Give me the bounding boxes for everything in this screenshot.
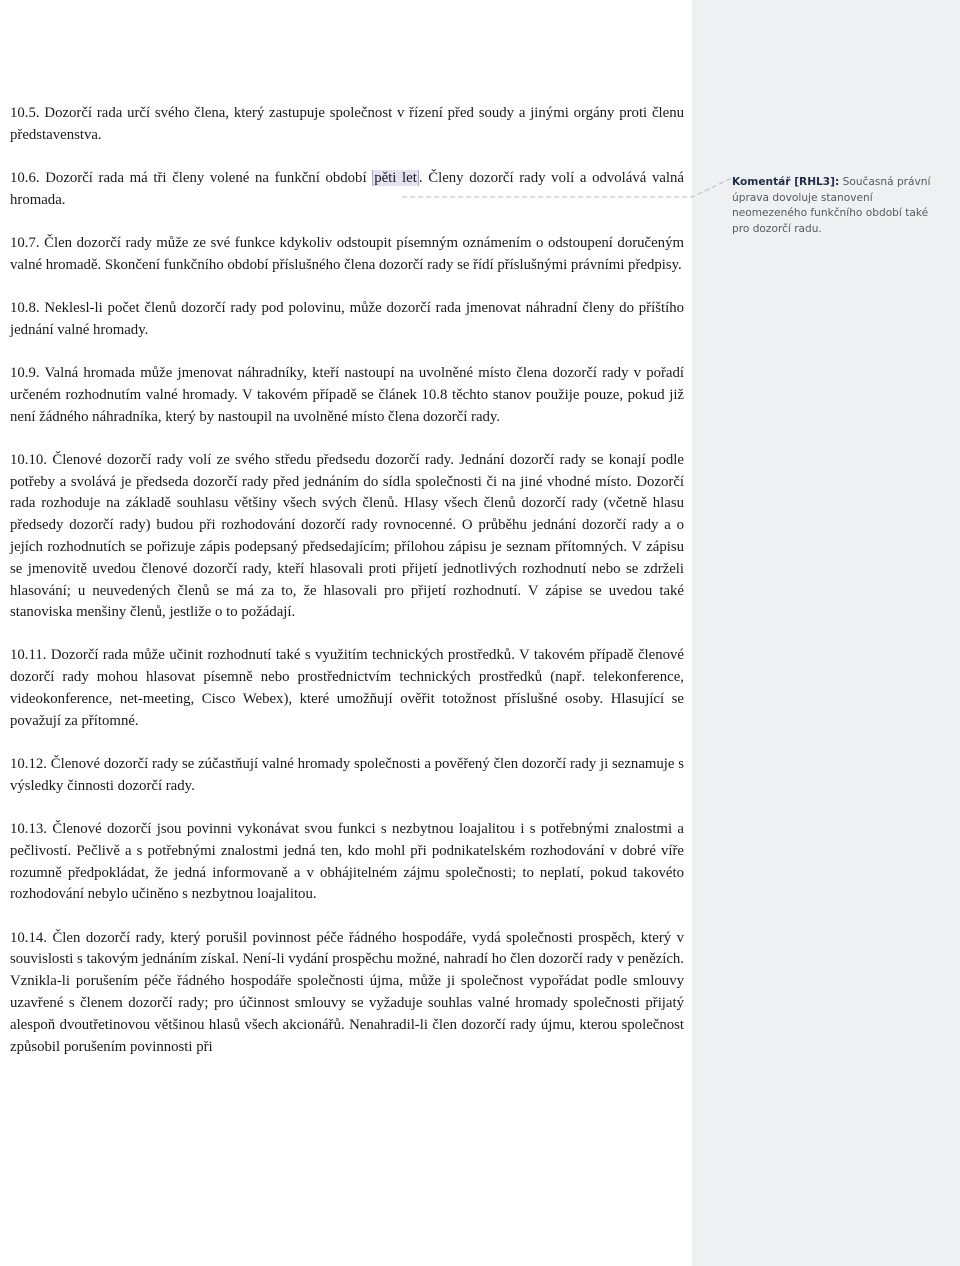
paragraph-10-8: 10.8. Neklesl-li počet členů dozorčí rady pod polovinu, může dozorčí rada jmenovat náhradní členy do příštího jednání valné hromady. (10, 299, 684, 338)
commented-text-highlight[interactable]: pěti let (374, 169, 417, 186)
comment-balloon[interactable] (732, 175, 944, 237)
paragraph-10-10: 10.10. Členové dozorčí rady volí ze svého středu předsedu dozorčí rady. Jednání dozorčí rady se konají podle potřeby a svolává je předseda dozorčí rady před jednáním do sídla společnosti či na jiné vhodné místo. Dozorčí rada rozhoduje na základě souhlasu většiny všech svých členů. Hlasy všech členů dozorčí rady (včetně hlasu předsedy dozorčí rady) budou při rozhodování dozorčí rady rovnocenné. O průběhu jednání dozorčí rady a o jejích rozhodnutích se pořizuje zápis podepsaný předsedajícím; přílohou zápisu je seznam přítomných. V zápisu se jmenovitě uvedou členové dozorčí rady, kteří hlasovali proti přijetí jednotlivých rozhodnutí nebo se zdrželi hlasování; u neuvedených členů se má za to, že hlasovali pro přijetí rozhodnutí. V zápise se uvedou také stanoviska menšiny členů, jestliže o to požádají. (10, 451, 684, 621)
comment-text: Současná právní úprava dovoluje stanovení neomezeného funkčního období také pro dozorčí radu. (732, 176, 931, 235)
paragraph-10-13: 10.13. Členové dozorčí jsou povinni vykonávat svou funkci s nezbytnou loajalitou i s potřebnými znalostmi a pečlivostí. Pečlivě a s potřebnými znalostmi jedná ten, kdo mohl při podnikatelském rozhodování v dobré víře rozumně předpokládat, že jedná informovaně a v obhájitelném zájmu společnosti; to neplatí, pokud takovéto rozhodování nebylo učiněno s nezbytnou loajalitou. (10, 821, 684, 903)
paragraph-10-12: 10.12. Členové dozorčí rady se zúčastňují valné hromady společnosti a pověřený člen dozorčí rady ji seznamuje s výsledky činnosti dozorčí rady. (10, 756, 684, 794)
paragraph-10-5: 10.5. Dozorčí rada určí svého člena, který zastupuje společnost v řízení před soudy a jinými orgány proti členu představenstva. (10, 105, 684, 143)
paragraph-10-6 (10, 168, 684, 212)
paragraph-10-6-end: . Členy dozorčí rady volí a odvolává valná hromada. (10, 169, 684, 208)
paragraph-10-11: 10.11. Dozorčí rada může učinit rozhodnutí také s využitím technických prostředků. V takovém případě členové dozorčí rady mohou hlasovat písemně nebo prostřednictvím technických prostředků (např. telekonference, videokonference, net-meeting, Cisco Webex), které umožňují ověřit totožnost příslušné osoby. Hlasující se považují za přítomné. (10, 647, 684, 729)
paragraph-10-7: 10.7. Člen dozorčí rady může ze své funkce kdykoliv odstoupit písemným oznámením o odstoupení doručeným valné hromadě. Skončení funkčního období příslušného člena dozorčí rady se řídí příslušnými právními předpisy. (10, 234, 684, 273)
paragraph-10-6-start: 10.6. Dozorčí rada má tři členy volené na funkční období (10, 169, 373, 186)
paragraph-10-14: 10.14. Člen dozorčí rady, který porušil povinnost péče řádného hospodáře, vydá společnosti prospěch, který v souvislosti s takovým jednáním získal. Není-li vydání prospěchu možné, nahradí ho člen dozorčí rady v penězích. Vznikla-li porušením péče řádného hospodáře společnosti újma, může ji společnost vypořádat podle smlouvy uzavřené s členem dozorčí rady; pro účinnost smlouvy se vyžaduje souhlas valné hromady společnosti přijatý alespoň dvoutřetinovou většinou hlasů všech akcionářů. Nenahradil-li člen dozorčí rady újmu, kterou společnost způsobil porušením povinnosti při (10, 929, 684, 1055)
paragraph-10-9: 10.9. Valná hromada může jmenovat náhradníky, kteří nastoupí na uvolněné místo člena dozorčí rady v pořadí určeném rozhodnutím valné hromady. V takovém případě se článek 10.8 těchto stanov použije pouze, pokud již není žádného náhradníka, který by nastoupil na uvolněné místo člena dozorčí rady. (10, 364, 684, 425)
document-body (10, 103, 684, 1080)
comment-author: Komentář [RHL3]: (732, 176, 840, 188)
